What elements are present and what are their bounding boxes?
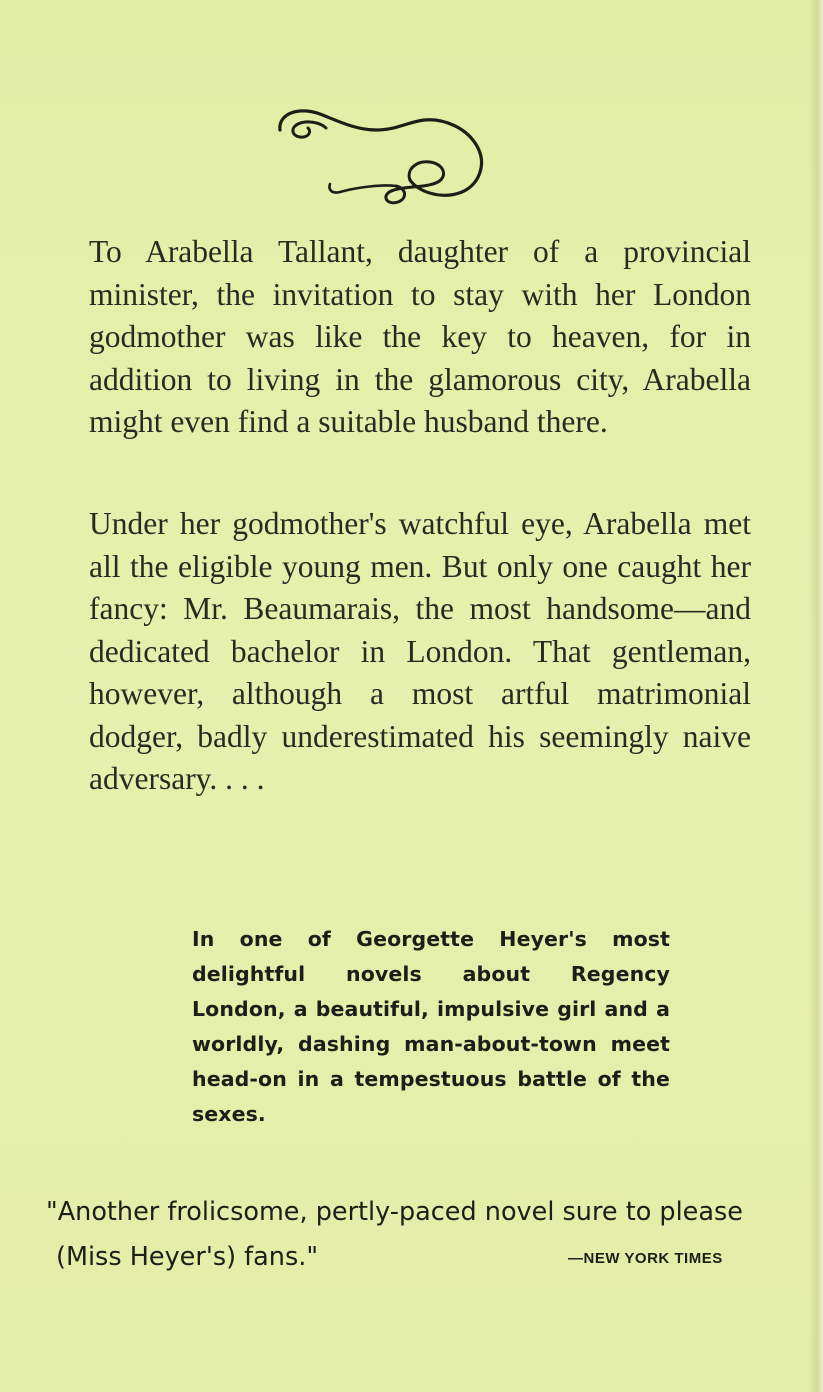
review-quote-line-1: "Another frolicsome, pertly-paced novel sure to please (46, 1197, 743, 1227)
review-source: —NEW YORK TIMES (568, 1250, 723, 1267)
teaser-paragraph: In one of Georgette Heyer's most delightful novels about Regency London, a beautiful, impulsive girl and a worldly, dashing man-about-town meet head-on in a tempestuous battle of the sexes. (192, 927, 670, 1126)
review-quote-line-2: (Miss Heyer's) fans." (56, 1242, 319, 1272)
blurb-paragraph-1: To Arabella Tallant, daughter of a provincial minister, the invitation to stay with her London godmother was like the key to heaven, for in addition to living in the glamorous city, Arabella might even find a suitable husband there. (89, 234, 751, 439)
blurb-paragraph-2: Under her godmother's watchful eye, Arabella met all the eligible young men. But only one caught her fancy: Mr. Beaumarais, the most handsome—and dedicated bachelor in London. That gentleman, however, although a most artful matrimonial dodger, badly underestimated his seemingly naive adversary. . . . (89, 506, 751, 796)
flourish-ornament-icon (268, 100, 498, 210)
page-edge (809, 0, 823, 1392)
